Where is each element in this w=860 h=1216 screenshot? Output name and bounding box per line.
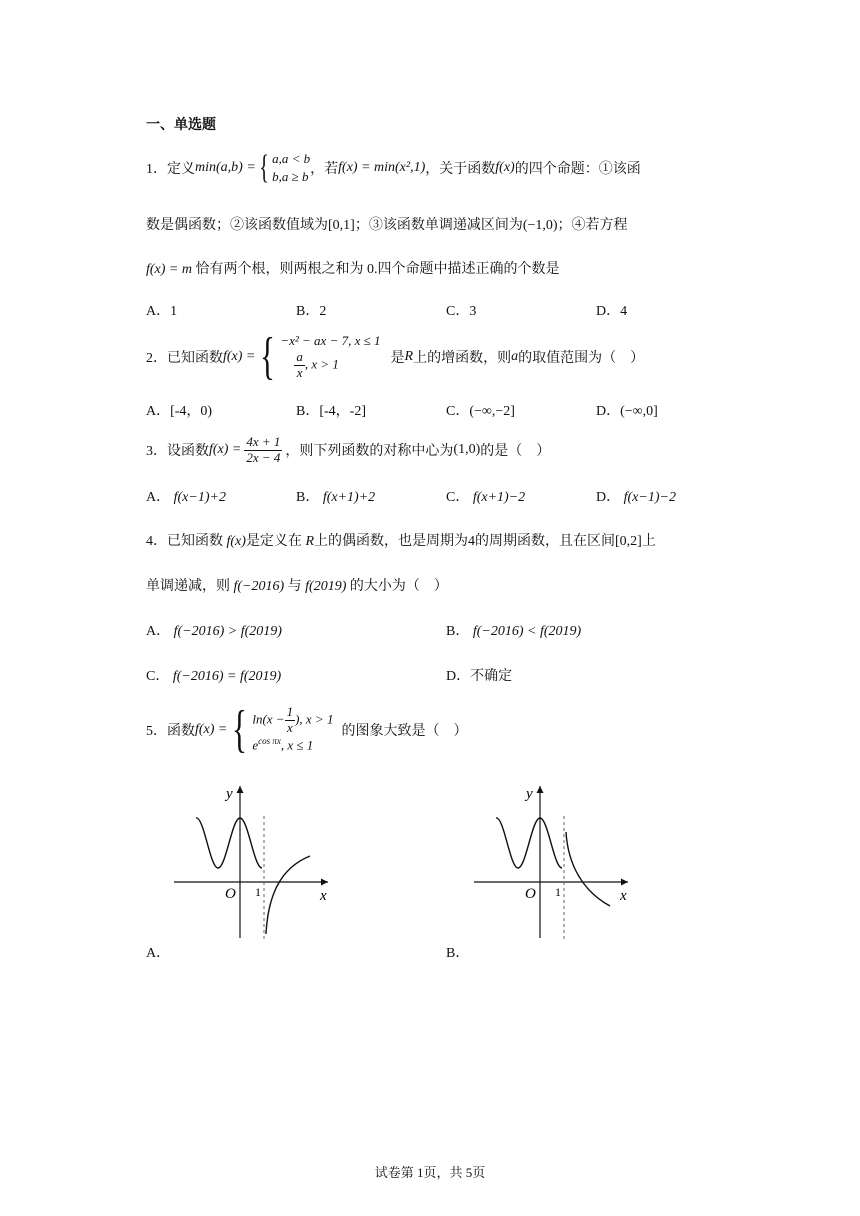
q2-text-1: 已知函数	[167, 351, 223, 366]
q3-denominator: 2x − 4	[246, 449, 281, 465]
q3-text-1: 设函数	[167, 444, 209, 459]
q4-fx: f(x)	[226, 534, 246, 549]
q4-option-c-math: f(−2016) = f(2019)	[172, 669, 282, 684]
q4-text-1c: 上的偶函数，也是周期为4的周期函数，且在区间[0,2]上	[314, 534, 656, 549]
q5-lhs: f(x) =	[195, 722, 228, 737]
q5-text-2: 的图象大致是（ ）	[341, 724, 468, 739]
q5-cases	[252, 705, 333, 754]
q2-option-b: B．[-4，-2]	[296, 404, 366, 419]
q1-number: 1．	[146, 162, 167, 177]
q3-option-b-math: f(x+1)+2	[322, 490, 376, 505]
q2-case2-num: a	[296, 349, 303, 364]
q1-line3-math: f(x) = m	[146, 262, 192, 277]
q2-text-4: 的取值范围为（ ）	[518, 351, 645, 366]
q1-text-2: ，若	[310, 162, 339, 177]
graph-a-origin-label: O	[225, 886, 236, 902]
q4-option-b: B． f(−2016) < f(2019)	[446, 624, 582, 639]
q1-brace: {	[259, 149, 269, 186]
q2-R: R	[404, 349, 414, 364]
q3-text-3: 的是（ ）	[480, 444, 551, 459]
graph-a-x-label: x	[320, 888, 327, 904]
q3-option-a: A． f(x−1)+2	[146, 490, 226, 505]
q2-text-3: 上的增函数，则	[413, 351, 512, 366]
q5-number: 5．	[146, 724, 167, 739]
q1-option-b: B．2	[296, 304, 327, 319]
q2-option-c: C．(−∞,−2]	[446, 404, 515, 419]
q1-def-lhs: min(a,b) =	[195, 160, 256, 175]
question-4-line-2	[146, 575, 448, 595]
q5-option-a-label: A．	[146, 946, 171, 961]
question-1-line-2: 数是偶函数；②该函数值域为[0,1]；③该函数单调递减区间为(−1,0)；④若方程	[146, 218, 628, 233]
question-3	[146, 430, 550, 470]
q1-fx-def: f(x) = min(x²,1)	[338, 160, 426, 175]
graph-a-curve-left	[196, 818, 262, 868]
q3-center: (1,0)	[453, 442, 481, 457]
q4-f2: f(2019)	[305, 579, 347, 594]
q3-numerator: 4x + 1	[246, 433, 281, 449]
q4-option-b-math: f(−2016) < f(2019)	[472, 624, 582, 639]
q3-lhs: f(x) =	[209, 442, 242, 457]
q5-case-1: ln(x − $\frac{1}{x}$ ), x > 1	[252, 704, 334, 736]
q5-option-b-label: B．	[446, 946, 470, 961]
graph-b-origin-label: O	[525, 886, 536, 902]
graph-b-one-label: 1	[555, 885, 561, 899]
q2-brace: {	[260, 328, 276, 385]
q1-case-1: a,a < b	[272, 151, 311, 167]
graph-a-one-label: 1	[255, 885, 261, 899]
q1-text-4: 的四个命题：①该函	[514, 162, 641, 177]
q3-option-d: D． f(x−1)−2	[596, 490, 676, 505]
graph-b-x-label: x	[620, 888, 627, 904]
graph-a-curve-right	[266, 856, 310, 934]
question-4-line-1	[146, 530, 656, 550]
q5-case1-den: x	[286, 720, 293, 736]
q4-option-c: C． f(−2016) = f(2019)	[146, 669, 282, 684]
question-1-line-1	[146, 146, 641, 190]
graph-a-y-label: y	[226, 786, 233, 802]
q4-option-a: A． f(−2016) > f(2019)	[146, 624, 282, 639]
question-5	[146, 700, 467, 760]
q2-option-a: A．[-4，0)	[146, 404, 213, 419]
q3-option-c: C． f(x+1)−2	[446, 490, 526, 505]
q4-text-2c: 的大小为（ ）	[349, 579, 448, 594]
graph-b-y-label: y	[526, 786, 533, 802]
page-footer: 试卷第 1页，共 5页	[374, 1165, 486, 1180]
q2-case-2	[280, 350, 380, 381]
q1-case-2: b,a ≥ b	[272, 169, 309, 184]
q3-option-d-math: f(x−1)−2	[623, 490, 676, 505]
q3-number: 3．	[146, 444, 167, 459]
section-title: 一、单选题	[146, 117, 216, 133]
q4-text-2b: 与	[287, 579, 302, 594]
q1-text-1: 定义	[167, 162, 195, 177]
q2-cases	[280, 333, 380, 381]
q1-option-c: C．3	[446, 304, 477, 319]
graph-b-curve-right	[566, 832, 610, 906]
q4-number: 4．	[146, 534, 167, 549]
q3-option-c-math: f(x+1)−2	[472, 490, 526, 505]
q4-text-2a: 单调递减，则	[146, 579, 230, 594]
q2-number: 2．	[146, 351, 167, 366]
question-1-line-3	[146, 258, 560, 278]
graph-b	[468, 776, 638, 946]
q3-option-b: B． f(x+1)+2	[296, 490, 376, 505]
q4-option-a-math: f(−2016) > f(2019)	[173, 624, 282, 639]
q1-cases	[272, 150, 310, 185]
q2-lhs: f(x) =	[223, 349, 256, 364]
q4-R: R	[305, 534, 314, 549]
q2-text-2: 是	[390, 351, 405, 366]
q5-brace: {	[232, 701, 248, 758]
graph-b-curve-left	[496, 818, 562, 868]
q2-option-d: D．(−∞,0]	[596, 404, 658, 419]
q2-case-1: −x² − ax − 7, x ≤ 1	[280, 333, 381, 349]
q4-text-1b: 是定义在	[245, 534, 302, 549]
q5-case-2: $e^{cos \pi x}$, x ≤ 1	[252, 736, 314, 753]
q5-case1-num: 1	[286, 704, 294, 720]
graph-a	[168, 776, 338, 946]
q5-case2-exp: cos πx	[258, 736, 281, 747]
q4-text-1a: 已知函数	[167, 534, 223, 549]
q1-option-a: A．1	[146, 304, 178, 319]
q1-fx: f(x)	[495, 160, 515, 175]
q3-option-a-math: f(x−1)+2	[173, 490, 226, 505]
q1-line3-text: 恰有两个根，则两根之和为 0.四个命题中描述正确的个数是	[195, 262, 560, 277]
q5-text-1: 函数	[167, 724, 195, 739]
q2-case2-den: x	[296, 364, 303, 380]
q1-option-d: D．4	[596, 304, 628, 319]
q4-f1: f(−2016)	[233, 579, 285, 594]
q1-text-3: ，关于函数	[425, 162, 496, 177]
q4-option-d: D．不确定	[446, 669, 513, 684]
q2-a: a	[511, 349, 519, 364]
q3-text-2: ，则下列函数的对称中心为	[285, 444, 454, 459]
q3-fraction	[244, 435, 282, 466]
question-2	[146, 326, 644, 388]
q2-case2-tail: , x > 1	[304, 356, 339, 372]
